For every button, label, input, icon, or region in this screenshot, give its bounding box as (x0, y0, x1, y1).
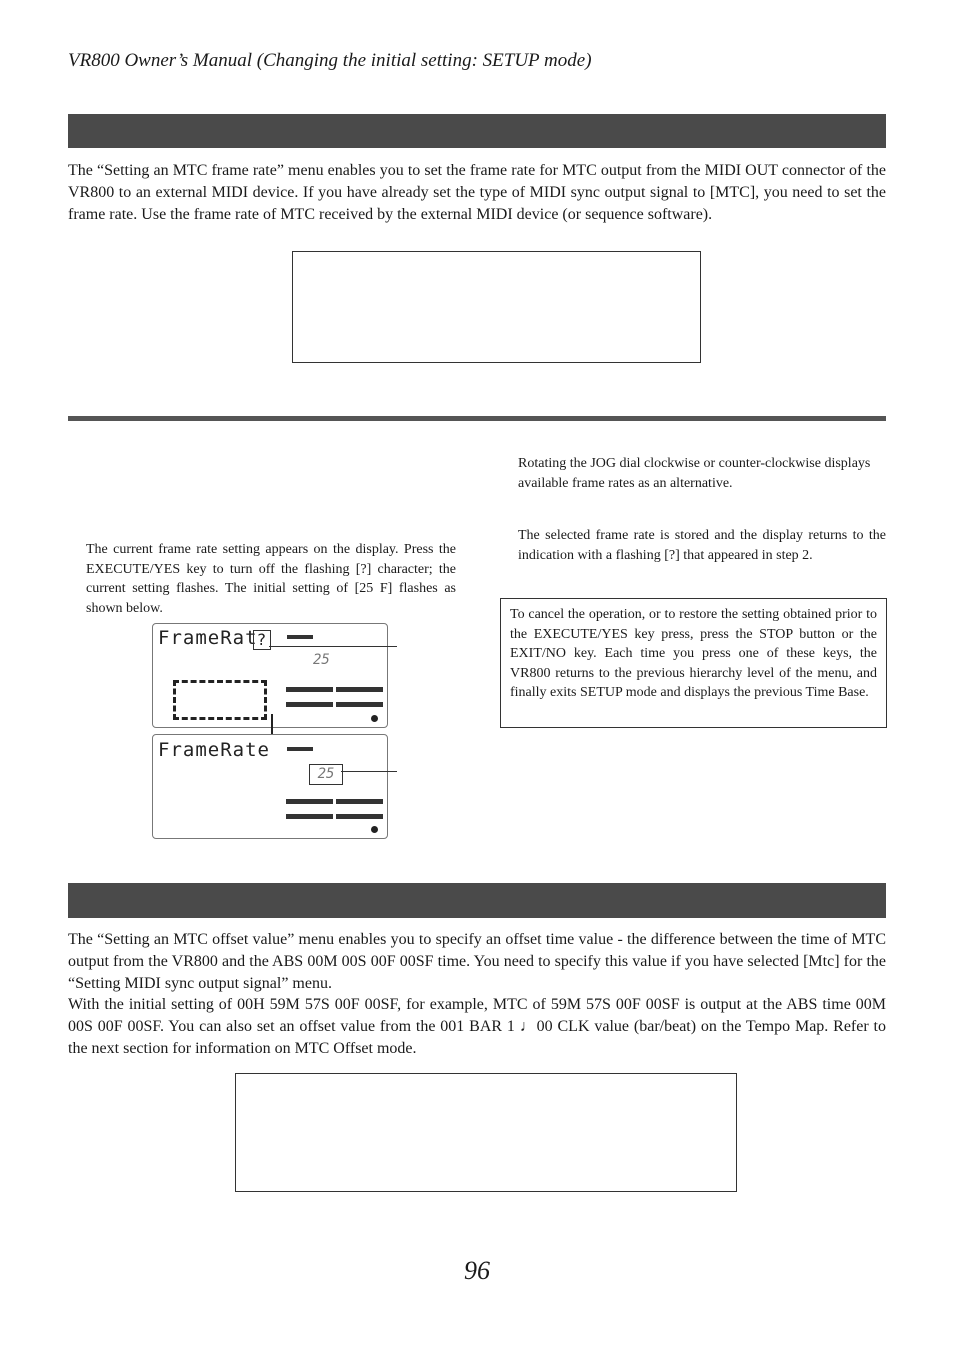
section-bar-offset (68, 883, 886, 918)
lcd-meter (286, 702, 333, 707)
lcd-meter (286, 814, 333, 819)
offset-example: With the initial setting of 00H 59M 57S 00F 00SF, for example, MTC of 59M 57S 00F 00SF is output at the ABS time 00M 00S 00F 00SF. You can also set an offset value from the 001 BAR 1 ♩00 CLK value (bar/beat) on the Tempo Map. Refer to the next section for information on MTC Offset mode. (68, 996, 886, 1057)
page-number: 96 (464, 1256, 490, 1285)
step-text-current-setting: The current frame rate setting appears on the display. Press the EXECUTE/YES key to turn off the flashing [?] character; the current setting flashes. The initial setting of [25 F] flashes as shown below. (86, 542, 456, 616)
callout-line (269, 646, 397, 647)
lcd-flash-frame (173, 680, 267, 720)
lcd-display-top (152, 623, 388, 728)
menu-path-box (292, 251, 701, 363)
lcd-dot (371, 715, 378, 722)
lcd-meter (336, 687, 383, 692)
offset-intro: The “Setting an MTC offset value” menu enables you to specify an offset time value - the difference between the time of MTC output from the VR800 and the ABS 00M 00S 00F 00SF time. You need to specify this value if you have selected [Mtc] for the “Setting MIDI sync output signal” menu. (68, 931, 886, 992)
cancel-note-box (500, 598, 887, 728)
frame-rate-intro: The “Setting an MTC frame rate” menu enables you to set the frame rate for MTC output from the MIDI OUT connector of the VR800 to an external MIDI device. If you have already set the type of MIDI sync output signal to [MTC], you need to set the frame rate. Use the frame rate of MTC received by the external MIDI device (or sequence software). (68, 162, 886, 223)
section-bar-frame-rate (68, 114, 886, 148)
lcd-top-label: FrameRat (158, 627, 258, 649)
lcd-flashing-cursor: ? (253, 630, 271, 650)
step-text-jog-dial: Rotating the JOG dial clockwise or counter-clockwise displays available frame rates as an alternative. (518, 456, 871, 491)
lcd-top-value: 25 (313, 652, 330, 668)
lcd-meter (336, 814, 383, 819)
lcd-indicator-bar (287, 635, 313, 639)
lcd-indicator-bar (287, 747, 313, 751)
lcd-meter (286, 799, 333, 804)
lcd-meter (336, 799, 383, 804)
lcd-bottom-value: 25 (309, 764, 343, 785)
cancel-note-text: To cancel the operation, or to restore the setting obtained prior to the EXECUTE/YES key press, press the STOP button or the EXIT/NO key. Each time you press one of these keys, the VR800 returns to the previous hierarchy level of the menu, and finally exits SETUP mode and displays the previous Time Base. (510, 607, 877, 700)
step-text-stored: The selected frame rate is stored and the display returns to the indication with a flashing [?] that appeared in step 2. (518, 528, 886, 563)
page-header: VR800 Owner’s Manual (Changing the initial setting: SETUP mode) (68, 50, 592, 71)
lcd-display-bottom (152, 734, 388, 839)
menu-path-box (235, 1073, 737, 1192)
callout-line (341, 771, 397, 772)
section-rule (68, 416, 886, 421)
lcd-meter (286, 687, 333, 692)
lcd-bottom-label: FrameRate (158, 739, 270, 761)
lcd-dot (371, 826, 378, 833)
lcd-meter (336, 702, 383, 707)
